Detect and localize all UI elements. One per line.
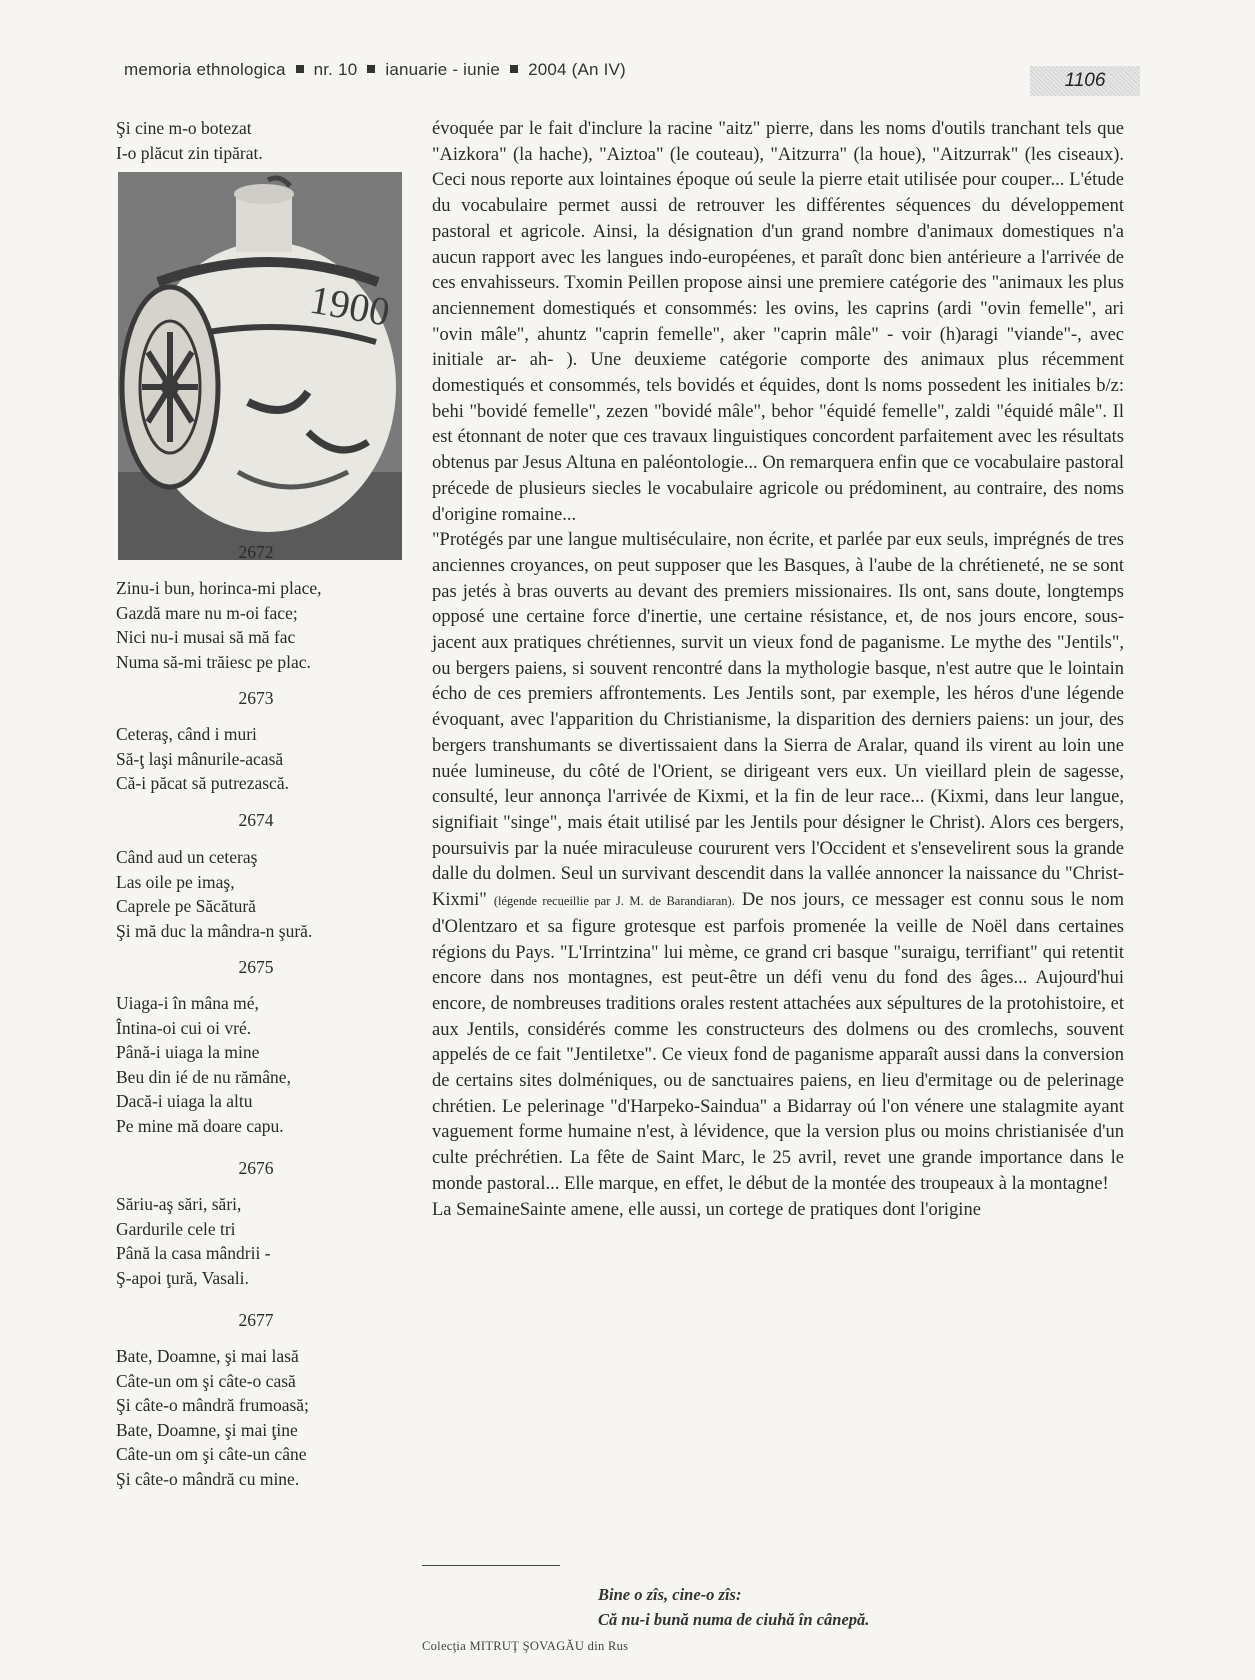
verse-line: Gardurile cele tri bbox=[116, 1218, 236, 1239]
verse-line: Câte-un om şi câte-o casă bbox=[116, 1370, 296, 1391]
poem-number: 2672 bbox=[238, 542, 274, 562]
issue-number: nr. 10 bbox=[313, 60, 358, 79]
verse-line: Că-i păcat să putrezască. bbox=[116, 773, 289, 793]
verse-line: Câte-un om şi câte-un câne bbox=[116, 1444, 307, 1464]
article-paragraph bbox=[432, 528, 1124, 1197]
poem-stanza bbox=[116, 1344, 309, 1491]
verse-line: Bate, Doamne, şi mai ţine bbox=[116, 1419, 298, 1440]
poem-number: 2677 bbox=[238, 1310, 274, 1330]
separator-square-icon bbox=[296, 65, 304, 73]
paragraph-text: De nos jours, ce messager est connu sous le nom d'Olentzaro et sa figure grotesque est parfois promenée la veille de Noël dans certaines régions du Pays. "L'Irrintzina" lui mème, ce grand cri basque "suraigu, terrifiant" qui retentit encore dans nos montagnes, est peut-être un défi venu du fond des âges... Aujourd'hui encore, de nombreuses traditions orales restent attachées aux sépultures de la protohistoire, et aux Jentils, considérés comme les constructeurs des dolmens ou des cromlechs, souvent appelés de ce fait "Jentiletxe". Ce vieux fond de paganisme apparaît aussi dans la conversion de certains sites dolméniques, ou de sanctuaires paiens, en lieu d'ermitage ou de pelerinage chrétien. Le pelerinage "d'Harpeko-Saindua" a Bidarray oú l'on vénere une stalagmite ayant vaguement forme humaine n'est, à lévidence, que la version plus ou moins christianisée d'un culte préchrétien. La fête de Saint Marc, le 25 avril, revet une grande importance dans le monde pastoral... Elle marque, en effet, le début de la montée des troupeaux à la montagne! bbox=[432, 890, 1124, 1194]
verse-line: Beu din ié de nu rămâne, bbox=[116, 1066, 291, 1087]
verse-line: Şi câte-o mândră frumoasă; bbox=[116, 1395, 309, 1415]
poem-number: 2674 bbox=[238, 810, 274, 830]
article-paragraph: évoquée par le fait d'inclure la racine "aitz" pierre, dans les noms d'outils tranchant tels que "Aizkora" (la hache), "Aiztoa" (le couteau), "Aitzurra" (la houe), "Aitzurrak" (les ciseaux). Ceci nous reporte aux lointaines époque oú seule la pierre etait utilisée pour couper... L'étude du vocabulaire permet aussi de retrouver les différentes séquences du développement pastoral et agricole. Ainsi, la désignation d'un grand nombre d'animaux domestiques n'a aucun rapport avec les langues indo-européenes, et paraît donc bien antérieure a l'arrivée de ces envahisseurs. Txomin Peillen propose ainsi une premiere catégorie des "animaux les plus anciennement domestiqués et consommés: les ovins, les caprins (ardi "ovin femelle", ari "ovin mâle", ahuntz "caprin femelle", aker "caprin mâle" - voir (h)aragi "viande"-, avec initiale ar- ah- ). Une deuxieme catégorie comporte des animaux plus récemment domestiqués et consommés, tels bovidés et équides, dont ls noms possedent les initiales b/z: behi "bovidé femelle", zezen "bovidé mâle", behor "équidé femelle", zaldi "équidé mâle". Il est étonnant de noter que ces travaux linguistiques concordent parfaitement avec les résultats obtenus par Jesus Altuna en paléontologie... On remarquera enfin que ce vocabulaire pastoral précede de plusieurs siecles le vocabulaire agricole ou prédominent, au contraire, des noms d'origine romaine... bbox=[432, 119, 1124, 525]
verse-line: Şi câte-o mândră cu mine. bbox=[116, 1468, 300, 1489]
poem-stanza bbox=[116, 991, 291, 1138]
proverb-line: Că nu-i bună numa de ciuhă în cânepă. bbox=[598, 1610, 870, 1629]
separator-square-icon bbox=[510, 65, 518, 73]
collection-credit: Colecţia MITRUŢ ŞOVAGĂU din Rus bbox=[422, 1639, 629, 1653]
verse-line: Bate, Doamne, şi mai lasă bbox=[116, 1346, 299, 1366]
verse-line: Până-i uiaga la mine bbox=[116, 1042, 260, 1062]
poem-number: 2676 bbox=[238, 1158, 274, 1178]
footnote-divider bbox=[422, 1565, 560, 1566]
issue-period: ianuarie - iunie bbox=[385, 60, 501, 79]
page-number: 1106 bbox=[1030, 66, 1140, 96]
verse-line: Ceteraş, când i muri bbox=[116, 724, 257, 744]
verse-line: I-o plăcut zin tipărat. bbox=[116, 142, 263, 163]
verse-line: Dacă-i uiaga la altu bbox=[116, 1091, 253, 1111]
verse-line: Las oile pe imaş, bbox=[116, 871, 235, 892]
verse-line: Când aud un ceteraş bbox=[116, 847, 258, 867]
poem-stanza bbox=[116, 845, 312, 943]
verse-line: Pe mine mă doare capu. bbox=[116, 1115, 284, 1136]
verse-line: Întina-oi cui oi vré. bbox=[116, 1017, 252, 1038]
jug-date-text: 1900 bbox=[306, 276, 394, 335]
verse-line: Şi cine m-o botezat bbox=[116, 118, 252, 138]
separator-square-icon bbox=[367, 65, 375, 73]
verse-line: Ş-apoi ţură, Vasali. bbox=[116, 1267, 249, 1288]
proverb bbox=[598, 1582, 869, 1632]
intro-verse bbox=[116, 116, 396, 165]
painted-ceramic-jug-photo bbox=[118, 172, 402, 560]
article-body bbox=[432, 117, 1124, 1223]
verse-line: Uiaga-i în mâna mé, bbox=[116, 993, 259, 1013]
jug-illustration-icon bbox=[118, 172, 402, 560]
poem-number: 2673 bbox=[238, 688, 274, 708]
poem-stanza bbox=[116, 722, 289, 796]
verse-line: Caprele pe Săcătură bbox=[116, 896, 256, 916]
running-header bbox=[124, 60, 626, 80]
poem-stanza bbox=[116, 576, 322, 674]
poem-number: 2675 bbox=[238, 957, 274, 977]
issue-year: 2004 (An IV) bbox=[528, 60, 626, 79]
paragraph-text: "Protégés par une langue multiséculaire, non écrite, et parlée par eux seuls, imprégnés de tres anciennes croyances, on peut supposer que les Basques, à l'aube de la chrétieneté, ne se sont pas jetés à bras ouverts au devant des premiers missionaires. Ils ont, sans doute, longtemps opposé une certaine force d'inertie, une certaine résistance, et, de nos jours encore, sous-jacent aux pratiques chrétiennes, survit un vieux fond de paganisme. Le mythe des "Jentils", ou bergers paiens, si souvent rencontré dans la mythologie basque, n'est autre que le lointain écho de ces premiers affrontements. Les Jentils sont, par exemple, les héros d'une légende évoquant, avec l'apparition du Christianisme, la disparition des derniers paiens: un jour, des bergers transhumants se divertissaient dans la Sierra de Aralar, quand ils virent au loin une nuée lumineuse, du côté de l'Orient, se dirigeant vers eux. Un vieillard plein de sagesse, consulté, leur annonça l'arrivée de Kixmi, et la fin de leur race... (Kixmi, dans leur langue, signifiait "singe", mais était utilisé par les Jentils pour désigner le Christ). Alors ces bergers, poursuivis par la nuée miraculeuse coururent vers l'Occident et s'ensevelirent sous la grande dalle du dolmen. Seul un survivant descendit dans la vallée annoncer la naissance du "Christ-Kixmi" bbox=[432, 530, 1124, 911]
proverb-line: Bine o zîs, cine-o zîs: bbox=[598, 1585, 742, 1604]
verse-line: Săriu-aş sări, sări, bbox=[116, 1194, 242, 1214]
verse-line: Şi mă duc la mândra-n şură. bbox=[116, 920, 313, 941]
article-paragraph: La SemaineSainte amene, elle aussi, un cortege de pratiques dont l'origine bbox=[432, 1199, 981, 1220]
source-note: (légende recueillie par J. M. de Barandiaran). bbox=[493, 894, 735, 909]
poem-stanza bbox=[116, 1192, 271, 1290]
verse-line: Până la casa mândrii - bbox=[116, 1243, 271, 1263]
verse-line: Nici nu-i musai să mă fac bbox=[116, 627, 296, 647]
verse-line: Gazdă mare nu m-oi face; bbox=[116, 602, 298, 623]
journal-title: memoria ethnologica bbox=[124, 60, 286, 79]
verse-line: Zinu-i bun, horinca-mi place, bbox=[116, 578, 322, 598]
verse-line: Numa să-mi trăiesc pe plac. bbox=[116, 651, 311, 672]
verse-line: Să-ţ laşi mânurile-acasă bbox=[116, 748, 284, 769]
